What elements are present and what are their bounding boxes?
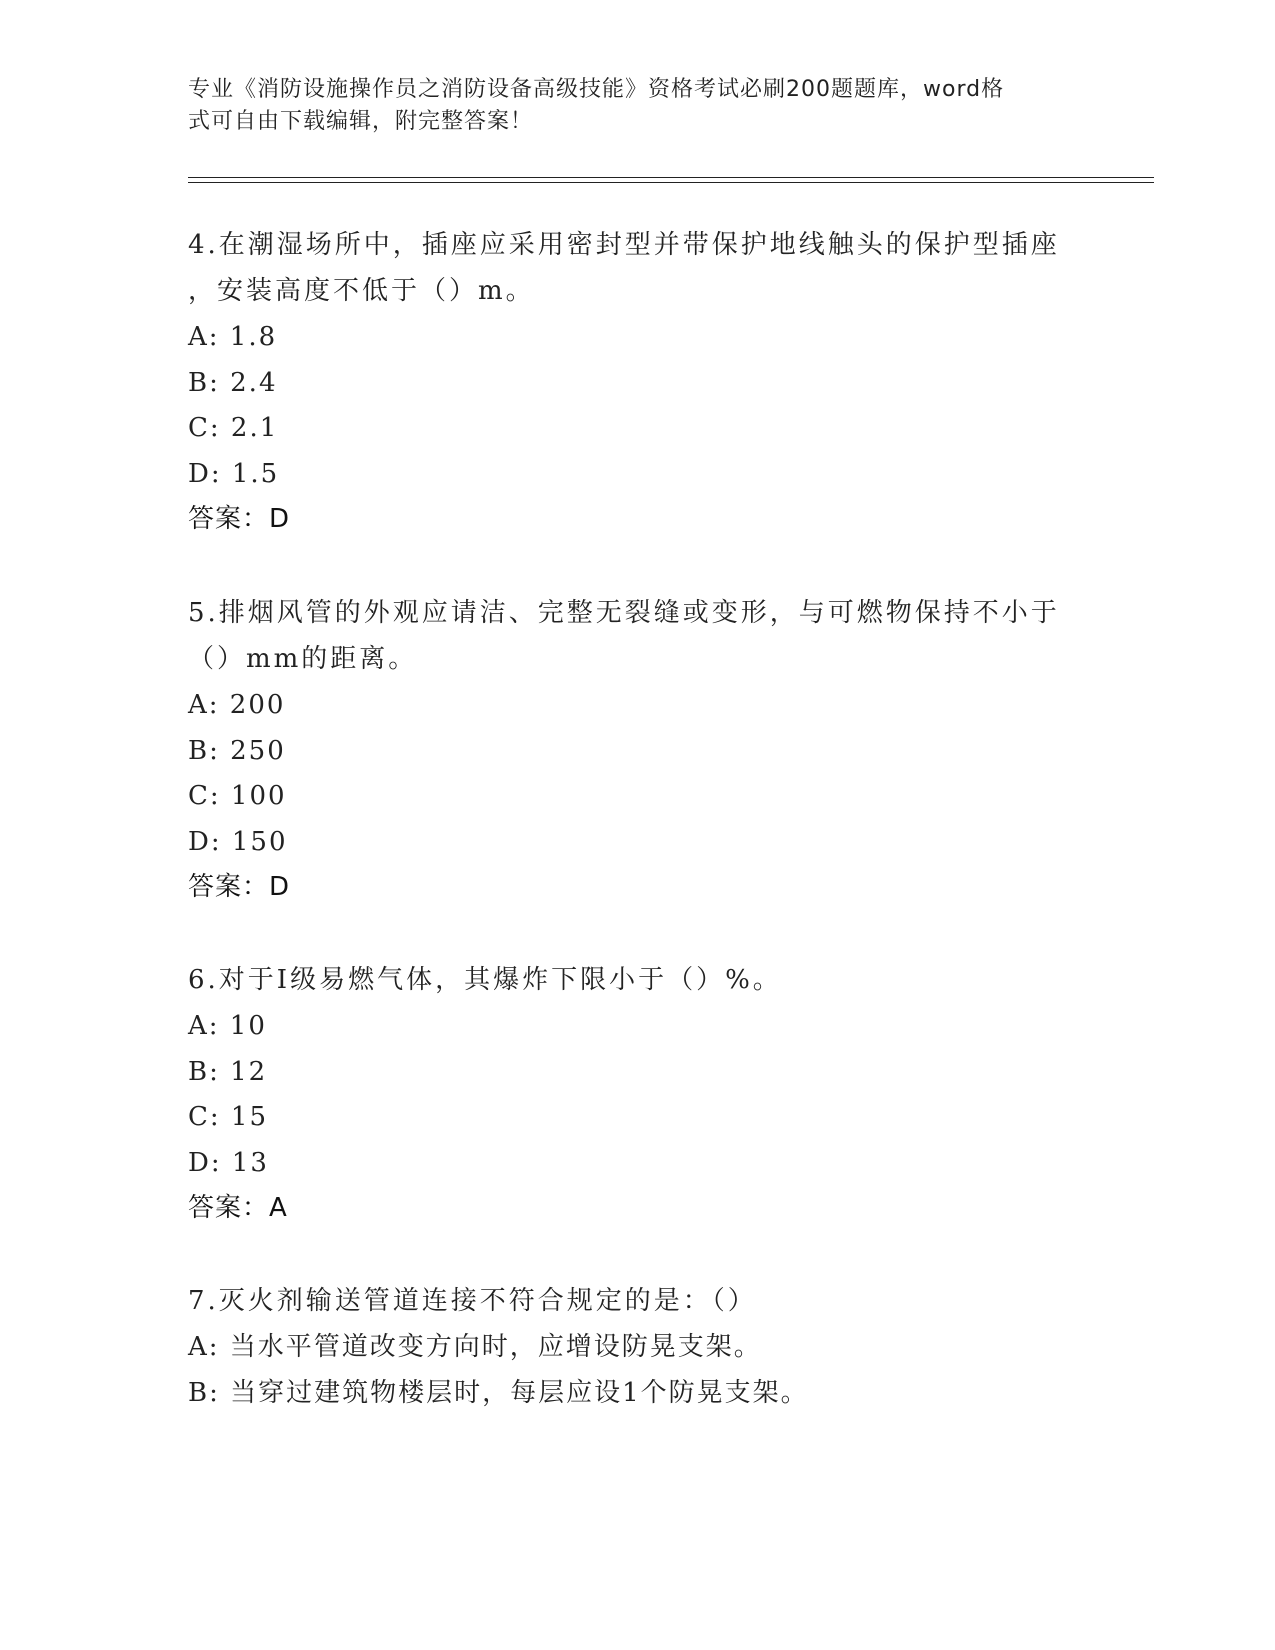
document-header [188, 74, 1068, 138]
header-divider-top [188, 177, 1154, 178]
answer-value: A [269, 1193, 287, 1224]
option-b: B: 250 [188, 735, 286, 766]
option-c: C: 2.1 [188, 413, 279, 444]
option-a: A: 当水平管道改变方向时，应增设防晃支架。 [188, 1332, 762, 1362]
question-stem: 6.对于Ⅰ级易燃气体，其爆炸下限小于（）%。 [188, 965, 782, 995]
question-stem: 5.排烟风管的外观应请洁、完整无裂缝或变形，与可燃物保持不小于 [188, 598, 1060, 628]
option-b: B: 当穿过建筑物楼层时，每层应设1个防晃支架。 [188, 1377, 809, 1408]
question-6 [188, 957, 1068, 1231]
answer-line [188, 864, 1068, 910]
option-c: C: 15 [188, 1102, 269, 1133]
answer-label: 答案： [188, 1193, 270, 1224]
answer-value: D [269, 872, 290, 903]
answer-line [188, 496, 1068, 542]
question-stem: 7.灭火剂输送管道连接不符合规定的是：（） [188, 1286, 757, 1316]
option-b: B: 12 [188, 1056, 268, 1087]
option-b: B: 2.4 [188, 367, 278, 398]
question-4 [188, 222, 1068, 542]
question-7 [188, 1278, 1068, 1415]
question-5 [188, 590, 1068, 910]
answer-label: 答案： [188, 872, 270, 903]
option-d: D: 13 [188, 1147, 269, 1178]
answer-line [188, 1185, 1068, 1231]
header-line-2: 式可自由下载编辑，附完整答案！ [188, 109, 534, 134]
option-d: D: 1.5 [188, 458, 280, 489]
header-line-1: 专业《消防设施操作员之消防设备高级技能》资格考试必刷200题题库，word格 [188, 77, 1005, 102]
answer-value: D [269, 504, 290, 535]
question-stem-continued: （）mm的距离。 [188, 644, 418, 674]
question-stem: 4.在潮湿场所中，插座应采用密封型并带保护地线触头的保护型插座 [188, 230, 1060, 260]
option-a: A: 1.8 [188, 322, 278, 352]
option-c: C: 100 [188, 781, 287, 812]
option-d: D: 150 [188, 826, 288, 857]
question-stem-continued: ，安装高度不低于（）m。 [188, 276, 535, 306]
option-a: A: 10 [188, 1011, 267, 1041]
option-a: A: 200 [188, 690, 286, 720]
answer-label: 答案： [188, 504, 270, 535]
header-divider-bottom [188, 182, 1154, 183]
